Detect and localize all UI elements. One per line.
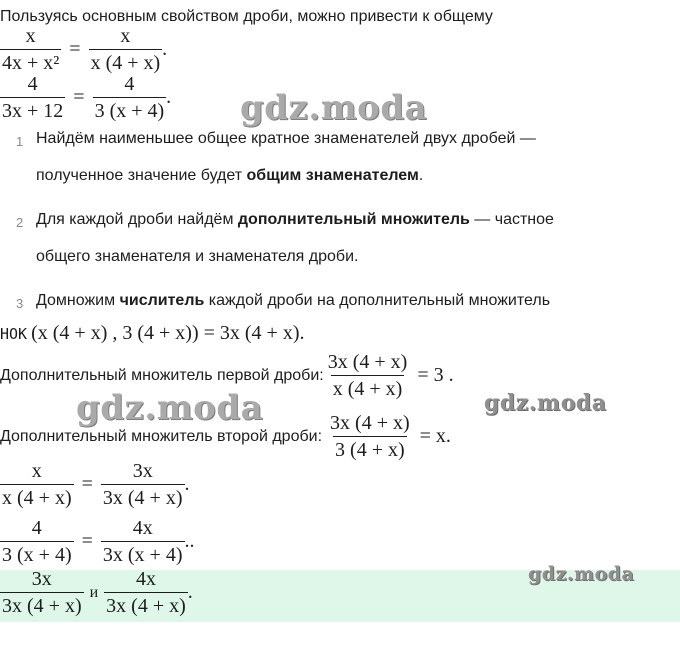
fraction-rhs: $\frac{4}{3 (x + 4)}$ [94,73,165,122]
lcm-label: НОК [0,324,28,343]
factor-1-line: Дополнительный множитель первой дроби: $\frac{3x (4 + x)}{x (4 + x)}$ = 3 . [0,351,454,400]
step-number: 2 [16,215,24,230]
step-2-line-2: общего знаменателя и знаменателя дроби. [36,248,359,265]
step-1-line-1: Найдём наименьшее общее кратное знаменателей двух дробей — [36,130,536,147]
watermark-logo: gdz.moda [484,390,607,416]
fraction-lhs: $\frac{4}{3x + 12}$ [2,73,64,122]
final-answer: $\frac{3x}{3x (4 + x)}$ и $\frac{4x}{3x (4 + x)}$ . [2,568,193,617]
factor-2-label: Дополнительный множитель второй дроби: [0,427,323,445]
watermark-logo: gdz.moda [240,88,428,128]
step-2-line-1: Для каждой дроби найдём дополнительный множитель — частное [36,211,554,228]
step-3-line-1: Домножим числитель каждой дроби на дополнительный множитель [36,292,551,309]
lcm-equation [0,322,305,345]
step-1-line-2: полученное значение будет общим знаменателем. [36,167,424,184]
result-equation-1: $\frac{x}{x (4 + x)}$ = $\frac{3x}{3x (4 + x)}$ . [2,460,190,509]
factor-1-fraction: $\frac{3x (4 + x)}{x (4 + x)}$ [327,351,408,400]
factor-2-fraction: $\frac{3x (4 + x)}{3 (4 + x)}$ [330,412,410,461]
intro-text: Пользуясь основным свойством дроби, можно привести к общему [0,8,493,25]
fraction-equation-1: $\frac{x}{\text{4x + x²}}$ = $\frac{x}{x (4 + x)}$ . [2,25,168,74]
watermark-logo: gdz.moda [528,563,635,585]
fraction-rhs: $\frac{x}{x (4 + x)}$ [90,25,161,74]
factor-2-line: Дополнительный множитель второй дроби: $\frac{3x (4 + x)}{3 (4 + x)}$ = x. [0,412,451,461]
result-equation-2: $\frac{4}{3 (x + 4)}$ = $\frac{4x}{3x (x + 4)}$ .. [2,517,195,566]
fraction-lhs: $\frac{x}{\text{4x + x²}}$ [2,25,60,74]
factor-1-label: Дополнительный множитель первой дроби: [0,366,324,384]
step-number: 3 [16,296,24,311]
lcm-expression: (x (4 + x) , 3 (4 + x)) = 3x (4 + x). [31,322,305,344]
step-number: 1 [16,134,24,149]
fraction-equation-2: $\frac{4}{3x + 12}$ = $\frac{4}{3 (x + 4)}$ . [2,73,172,122]
watermark-logo: gdz.moda [76,388,264,428]
